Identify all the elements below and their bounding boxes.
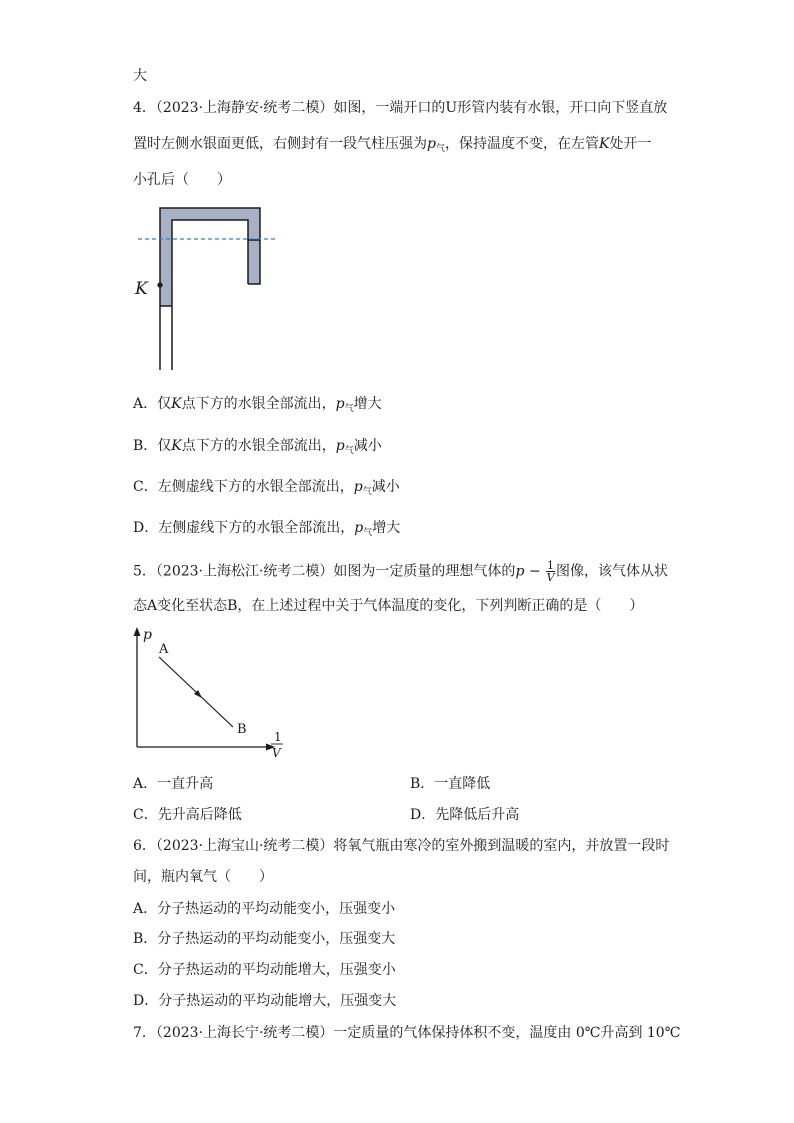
- y-axis-label: p: [143, 627, 152, 643]
- q6-stem-line1: 6．（2023·上海宝山·统考二模）将氧气瓶由寒冷的室外搬到温暖的室内，并放置一段时: [133, 838, 670, 854]
- one-over-v-fraction: $\frac{1}{V}$: [546, 559, 555, 584]
- y-axis-arrow: [134, 627, 141, 636]
- x-axis-label-numerator: 1: [274, 730, 282, 744]
- q4-option-b[interactable]: B．仅K点下方的水银全部流出，$p_气$减小: [133, 438, 382, 456]
- tube-inner-wall: [172, 220, 248, 370]
- q6-stem-line2: 间，瓶内氧气（ ）: [133, 869, 273, 885]
- q6-option-a[interactable]: A．分子热运动的平均动能变小，压强变小: [133, 901, 396, 917]
- q5-option-b[interactable]: B．一直降低: [410, 776, 491, 792]
- q4-option-d[interactable]: D．左侧虚线下方的水银全部流出，$p_气$增大: [133, 520, 401, 538]
- q5-stem-line1: 5．（2023·上海松江·统考二模）如图为一定质量的理想气体的p − $\frac{1}{V}$ 图像，该气体从状: [133, 559, 669, 584]
- q5-option-d[interactable]: D．先降低后升高: [410, 807, 520, 823]
- point-b-label: B: [237, 722, 247, 737]
- q4-option-a[interactable]: A．仅K点下方的水银全部流出，$p_气$增大: [133, 396, 382, 414]
- q4-stem-line2: 置时左侧水银面更低，右侧封有一段气柱压强为$p_气$，保持温度不变，在左管K处开一: [133, 136, 652, 154]
- u-tube-figure: [130, 200, 290, 375]
- x-axis-label-denominator: V: [272, 746, 281, 760]
- tube-outer-wall: [160, 208, 260, 370]
- q6-option-c[interactable]: C．分子热运动的平均动能增大，压强变小: [133, 962, 396, 978]
- q4-stem-line1: 4．（2023·上海静安·统考二模）如图，一端开口的U形管内装有水银，开口向下竖直放: [133, 100, 668, 116]
- q6-option-b[interactable]: B．分子热运动的平均动能变小，压强变大: [133, 931, 396, 947]
- q4-stem-line3: 小孔后（ ）: [133, 172, 231, 188]
- q6-option-d[interactable]: D．分子热运动的平均动能增大，压强变大: [133, 993, 397, 1009]
- mercury-region: [160, 208, 260, 306]
- q5-option-a[interactable]: A．一直升高: [133, 776, 214, 792]
- point-k-label: K: [135, 279, 148, 299]
- previous-question-tail: 大: [133, 68, 147, 84]
- q5-stem-line2: 态A变化至状态B，在上述过程中关于气体温度的变化，下列判断正确的是（ ）: [133, 598, 644, 614]
- q5-option-c[interactable]: C．先升高后降低: [133, 807, 242, 823]
- point-k-dot: [157, 282, 162, 287]
- q7-stem-line1: 7．（2023·上海长宁·统考二模）一定质量的气体保持体积不变，温度由 0℃升高到 10℃: [133, 1025, 681, 1041]
- point-a-label: A: [159, 642, 169, 657]
- q4-option-c[interactable]: C．左侧虚线下方的水银全部流出，$p_气$减小: [133, 479, 400, 497]
- p-inverse-v-graph: [125, 625, 295, 765]
